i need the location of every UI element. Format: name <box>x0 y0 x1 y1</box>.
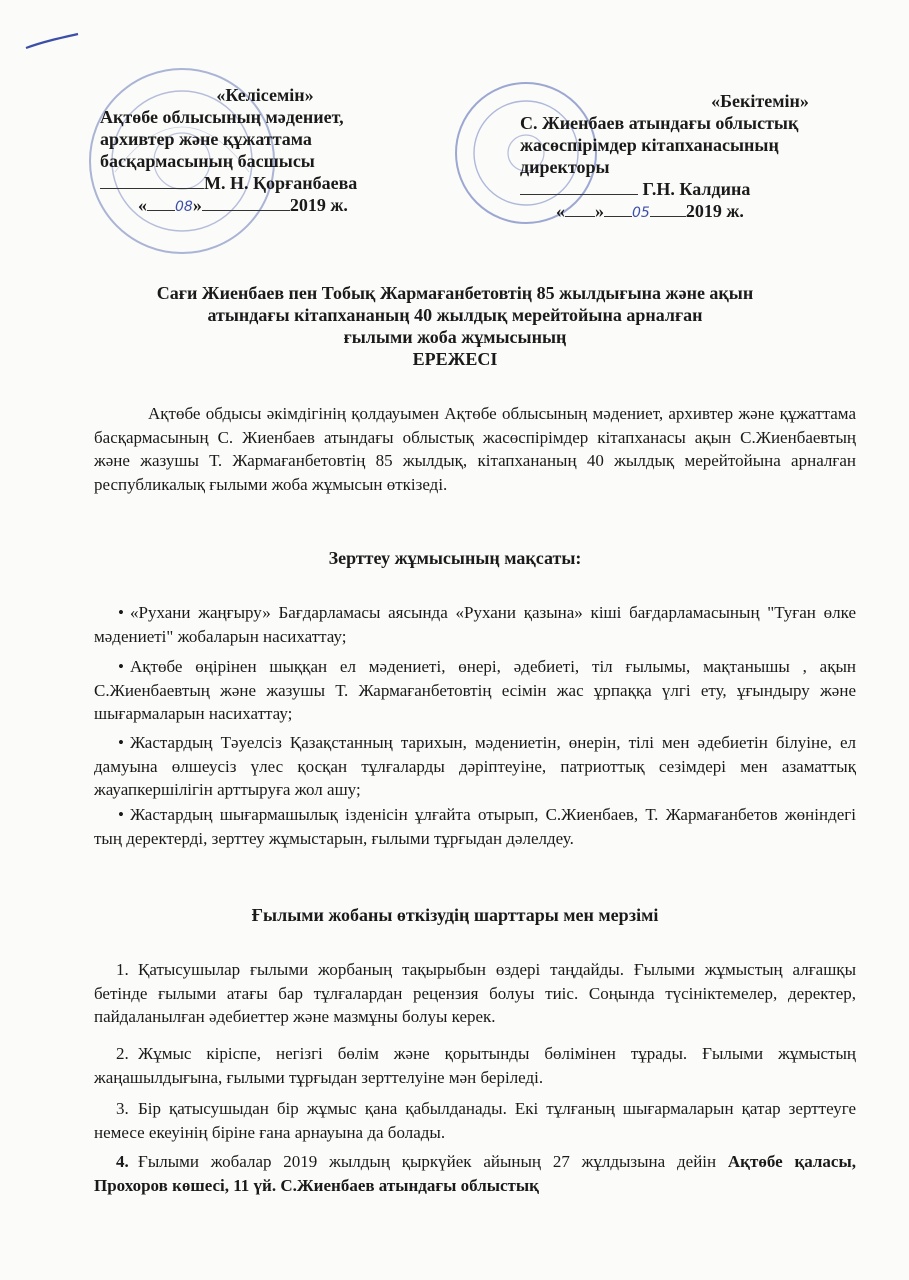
signatory-name-right: Г.Н. Калдина <box>642 179 751 199</box>
year-right: 2019 ж. <box>685 201 744 221</box>
pen-stroke-mark <box>22 30 82 60</box>
numbered-item: 2. Жұмыс кіріспе, негізгі бөлім және қорытынды бөлімінен тұрады. Ғылыми жұмыстың жаңашылдығына, ғылыми тұрғыдан зерттелуіне мән беріледі. <box>94 1044 856 1087</box>
numbered-item: 4. Ғылыми жобалар 2019 жылдың қыркүйек айының 27 жұлдызына дейін Ақтөбе қаласы, Прохоров көшесі, 11 үй. С.Жиенбаев атындағы облыстық <box>94 1152 856 1195</box>
signatory-name-left: М. Н. Қорғанбаева <box>204 173 358 193</box>
date-line-left: « 08» 2019 ж. <box>138 195 348 215</box>
approval-heading-left: «Келісемін» <box>216 85 314 105</box>
bullet-icon: • <box>118 657 124 676</box>
handwritten-month-right: 05 <box>632 205 650 221</box>
section-heading-goals: Зерттеу жұмысының мақсаты: <box>328 548 582 568</box>
approval-line: директоры <box>520 157 610 177</box>
title-line: Сағи Жиенбаев пен Тобық Жармағанбетовтің 85 жылдығына және ақын <box>156 283 754 303</box>
list-item: • Жастардың Тәуелсіз Қазақстанның тарихын, мәдениетін, өнерін, тілі мен әдебиетін білуіне, ел дамуына өлшеусіз үлес қосқан тұлғаларды дәріптеуіне, патриоттық сезімдері мен азаматтық жауапкершілігін арттыруға жол ашу; <box>94 733 856 799</box>
bullet-icon: • <box>118 603 124 622</box>
section-heading-conditions: Ғылыми жобаны өткізудің шарттары мен мерзімі <box>251 905 659 925</box>
approval-block-left <box>100 84 430 218</box>
approval-line: жасөспірімдер кітапханасының <box>520 135 779 155</box>
bullet-icon: • <box>118 733 124 752</box>
approval-line: архивтер және құжаттама <box>100 129 312 149</box>
numbered-item: 1. Қатысушылар ғылыми жорбаның тақырыбын өздері таңдайды. Ғылыми жұмыстың алғашқы бетінде ғылыми атағы бар тұлғалардан рецензия болуы тиіс. Соңында түсініктемелер, деректер, пайдаланылған әдебиеттер және мазмұны болуы керек. <box>94 960 856 1026</box>
approval-line: Ақтөбе облысының мәдениет, <box>100 107 344 127</box>
signature-line-left <box>100 172 430 194</box>
list-item: • «Рухани жаңғыру» Бағдарламасы аясында «Рухани қазына» кіші бағдарламасының "Туған өлке мәдениеті" жобаларын насихаттау; <box>94 603 856 646</box>
intro-paragraph: Ақтөбе обдысы әкімдігінің қолдауымен Ақтөбе облысының мәдениет, архивтер және құжаттама басқармасының С. Жиенбаев атындағы облыстық жасөспірімдер кітапханасы ақын С.Жиенбаевтың және жазушы Т. Жармағанбетовтің 85 жылдық, кітапхананың 40 жылдық мерейтойына арналған республикалық ғылыми жоба жұмысын өткізеді. <box>94 404 856 494</box>
numbered-item: 3. Бір қатысушыдан бір жұмыс қана қабылданады. Екі тұлғаның шығармаларын қатар зерттеуге немесе екеуінің біріне ғана арнауына да болады. <box>94 1099 856 1142</box>
approval-line: басқармасының басшысы <box>100 151 315 171</box>
title-line: ЕРЕЖЕСІ <box>412 349 498 369</box>
title-line: атындағы кітапхананың 40 жылдық мерейтойына арналған <box>207 305 703 325</box>
approval-block-right <box>520 90 880 224</box>
list-item: • Ақтөбе өңірінен шыққан ел мәдениеті, өнері, әдебиеті, тіл ғылымы, мақтанышы , ақын С.Жиенбаевтың және жазушы Т. Жармағанбетовтің есімін жас ұрпаққа үлгі ету, ұғындыру және шығармаларын насихаттау; <box>94 657 856 723</box>
bullet-icon: • <box>118 805 124 824</box>
handwritten-month-left: 08 <box>175 199 193 215</box>
document-title <box>60 282 850 370</box>
date-line-right: « » 05 2019 ж. <box>556 201 744 221</box>
approval-line: С. Жиенбаев атындағы облыстық <box>520 113 799 133</box>
signature-line-right <box>520 178 880 200</box>
title-line: ғылыми жоба жұмысының <box>343 327 567 347</box>
approval-heading-right: «Бекітемін» <box>711 91 809 111</box>
list-item: • Жастардың шығармашылық ізденісін ұлғайта отырып, С.Жиенбаев, Т. Жармағанбетов жөніндегі тың деректерді, зерттеу жұмыстарын, ғылыми тұрғыдан дәлелдеу. <box>94 805 856 848</box>
year-left: 2019 ж. <box>289 195 348 215</box>
